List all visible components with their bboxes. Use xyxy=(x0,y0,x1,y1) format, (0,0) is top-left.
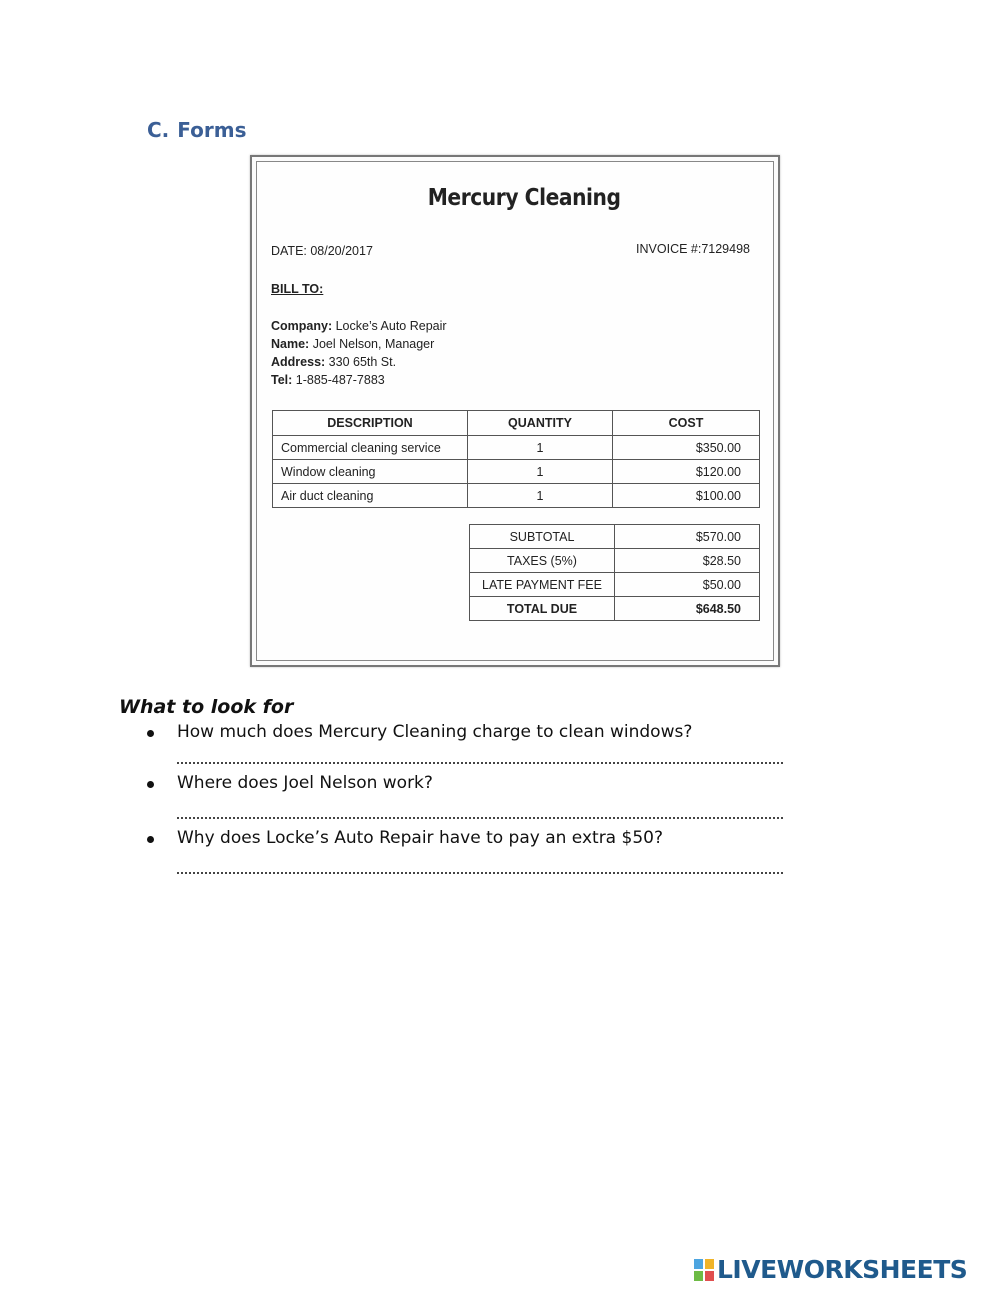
address-label: Address: xyxy=(271,355,326,369)
totals-row xyxy=(470,525,760,549)
bullet-icon xyxy=(147,836,154,843)
item-cost: $350.00 xyxy=(613,436,760,460)
question-1: How much does Mercury Cleaning charge to clean windows? xyxy=(177,722,693,742)
questions-heading: What to look for xyxy=(119,696,294,718)
invoice-number: INVOICE #:7129498 xyxy=(636,242,750,256)
item-quantity: 1 xyxy=(468,436,613,460)
bullet-icon xyxy=(147,730,154,737)
totals-row xyxy=(470,549,760,573)
bullet-icon xyxy=(147,781,154,788)
totals-row xyxy=(470,573,760,597)
name-field xyxy=(271,337,434,351)
item-quantity: 1 xyxy=(468,484,613,508)
answer-field-3[interactable] xyxy=(177,872,783,874)
question-3: Why does Locke’s Auto Repair have to pay an extra $50? xyxy=(177,828,663,848)
item-quantity: 1 xyxy=(468,460,613,484)
item-cost: $100.00 xyxy=(613,484,760,508)
item-description: Window cleaning xyxy=(273,460,468,484)
column-header: QUANTITY xyxy=(468,411,613,436)
items-header-row xyxy=(273,411,760,436)
totals-value: $50.00 xyxy=(615,573,760,597)
table-row xyxy=(273,484,760,508)
company-field xyxy=(271,319,447,333)
address-field xyxy=(271,355,396,369)
total-due-label: TOTAL DUE xyxy=(470,597,615,621)
logo-text: LIVEWORKSHEETS xyxy=(717,1255,968,1284)
total-due-row xyxy=(470,597,760,621)
tel-value: 1-885-487-7883 xyxy=(292,373,385,387)
section-title: Forms xyxy=(177,118,247,142)
column-header: DESCRIPTION xyxy=(273,411,468,436)
address-value: 330 65th St. xyxy=(325,355,397,369)
totals-value: $28.50 xyxy=(615,549,760,573)
name-label: Name: xyxy=(271,337,310,351)
table-row xyxy=(273,460,760,484)
item-cost: $120.00 xyxy=(613,460,760,484)
tel-field xyxy=(271,373,385,387)
invoice-company-title: Mercury Cleaning xyxy=(427,185,621,211)
invoice-image xyxy=(250,155,780,667)
section-letter: C. xyxy=(147,118,170,142)
section-heading xyxy=(147,118,246,142)
invoice-date: DATE: 08/20/2017 xyxy=(271,244,373,258)
items-table xyxy=(272,410,760,508)
answer-field-1[interactable] xyxy=(177,762,783,764)
company-label: Company: xyxy=(271,319,333,333)
totals-label: TAXES (5%) xyxy=(470,549,615,573)
name-value: Joel Nelson, Manager xyxy=(309,337,435,351)
table-row xyxy=(273,436,760,460)
totals-value: $570.00 xyxy=(615,525,760,549)
question-2: Where does Joel Nelson work? xyxy=(177,773,433,793)
tel-label: Tel: xyxy=(271,373,293,387)
totals-table xyxy=(469,524,760,621)
logo-mark-icon xyxy=(694,1259,714,1281)
totals-label: SUBTOTAL xyxy=(470,525,615,549)
column-header: COST xyxy=(613,411,760,436)
item-description: Air duct cleaning xyxy=(273,484,468,508)
total-due-value: $648.50 xyxy=(615,597,760,621)
item-description: Commercial cleaning service xyxy=(273,436,468,460)
company-value: Locke’s Auto Repair xyxy=(332,319,447,333)
bill-to-label: BILL TO: xyxy=(271,282,324,296)
totals-label: LATE PAYMENT FEE xyxy=(470,573,615,597)
answer-field-2[interactable] xyxy=(177,817,783,819)
invoice-frame xyxy=(256,161,774,661)
